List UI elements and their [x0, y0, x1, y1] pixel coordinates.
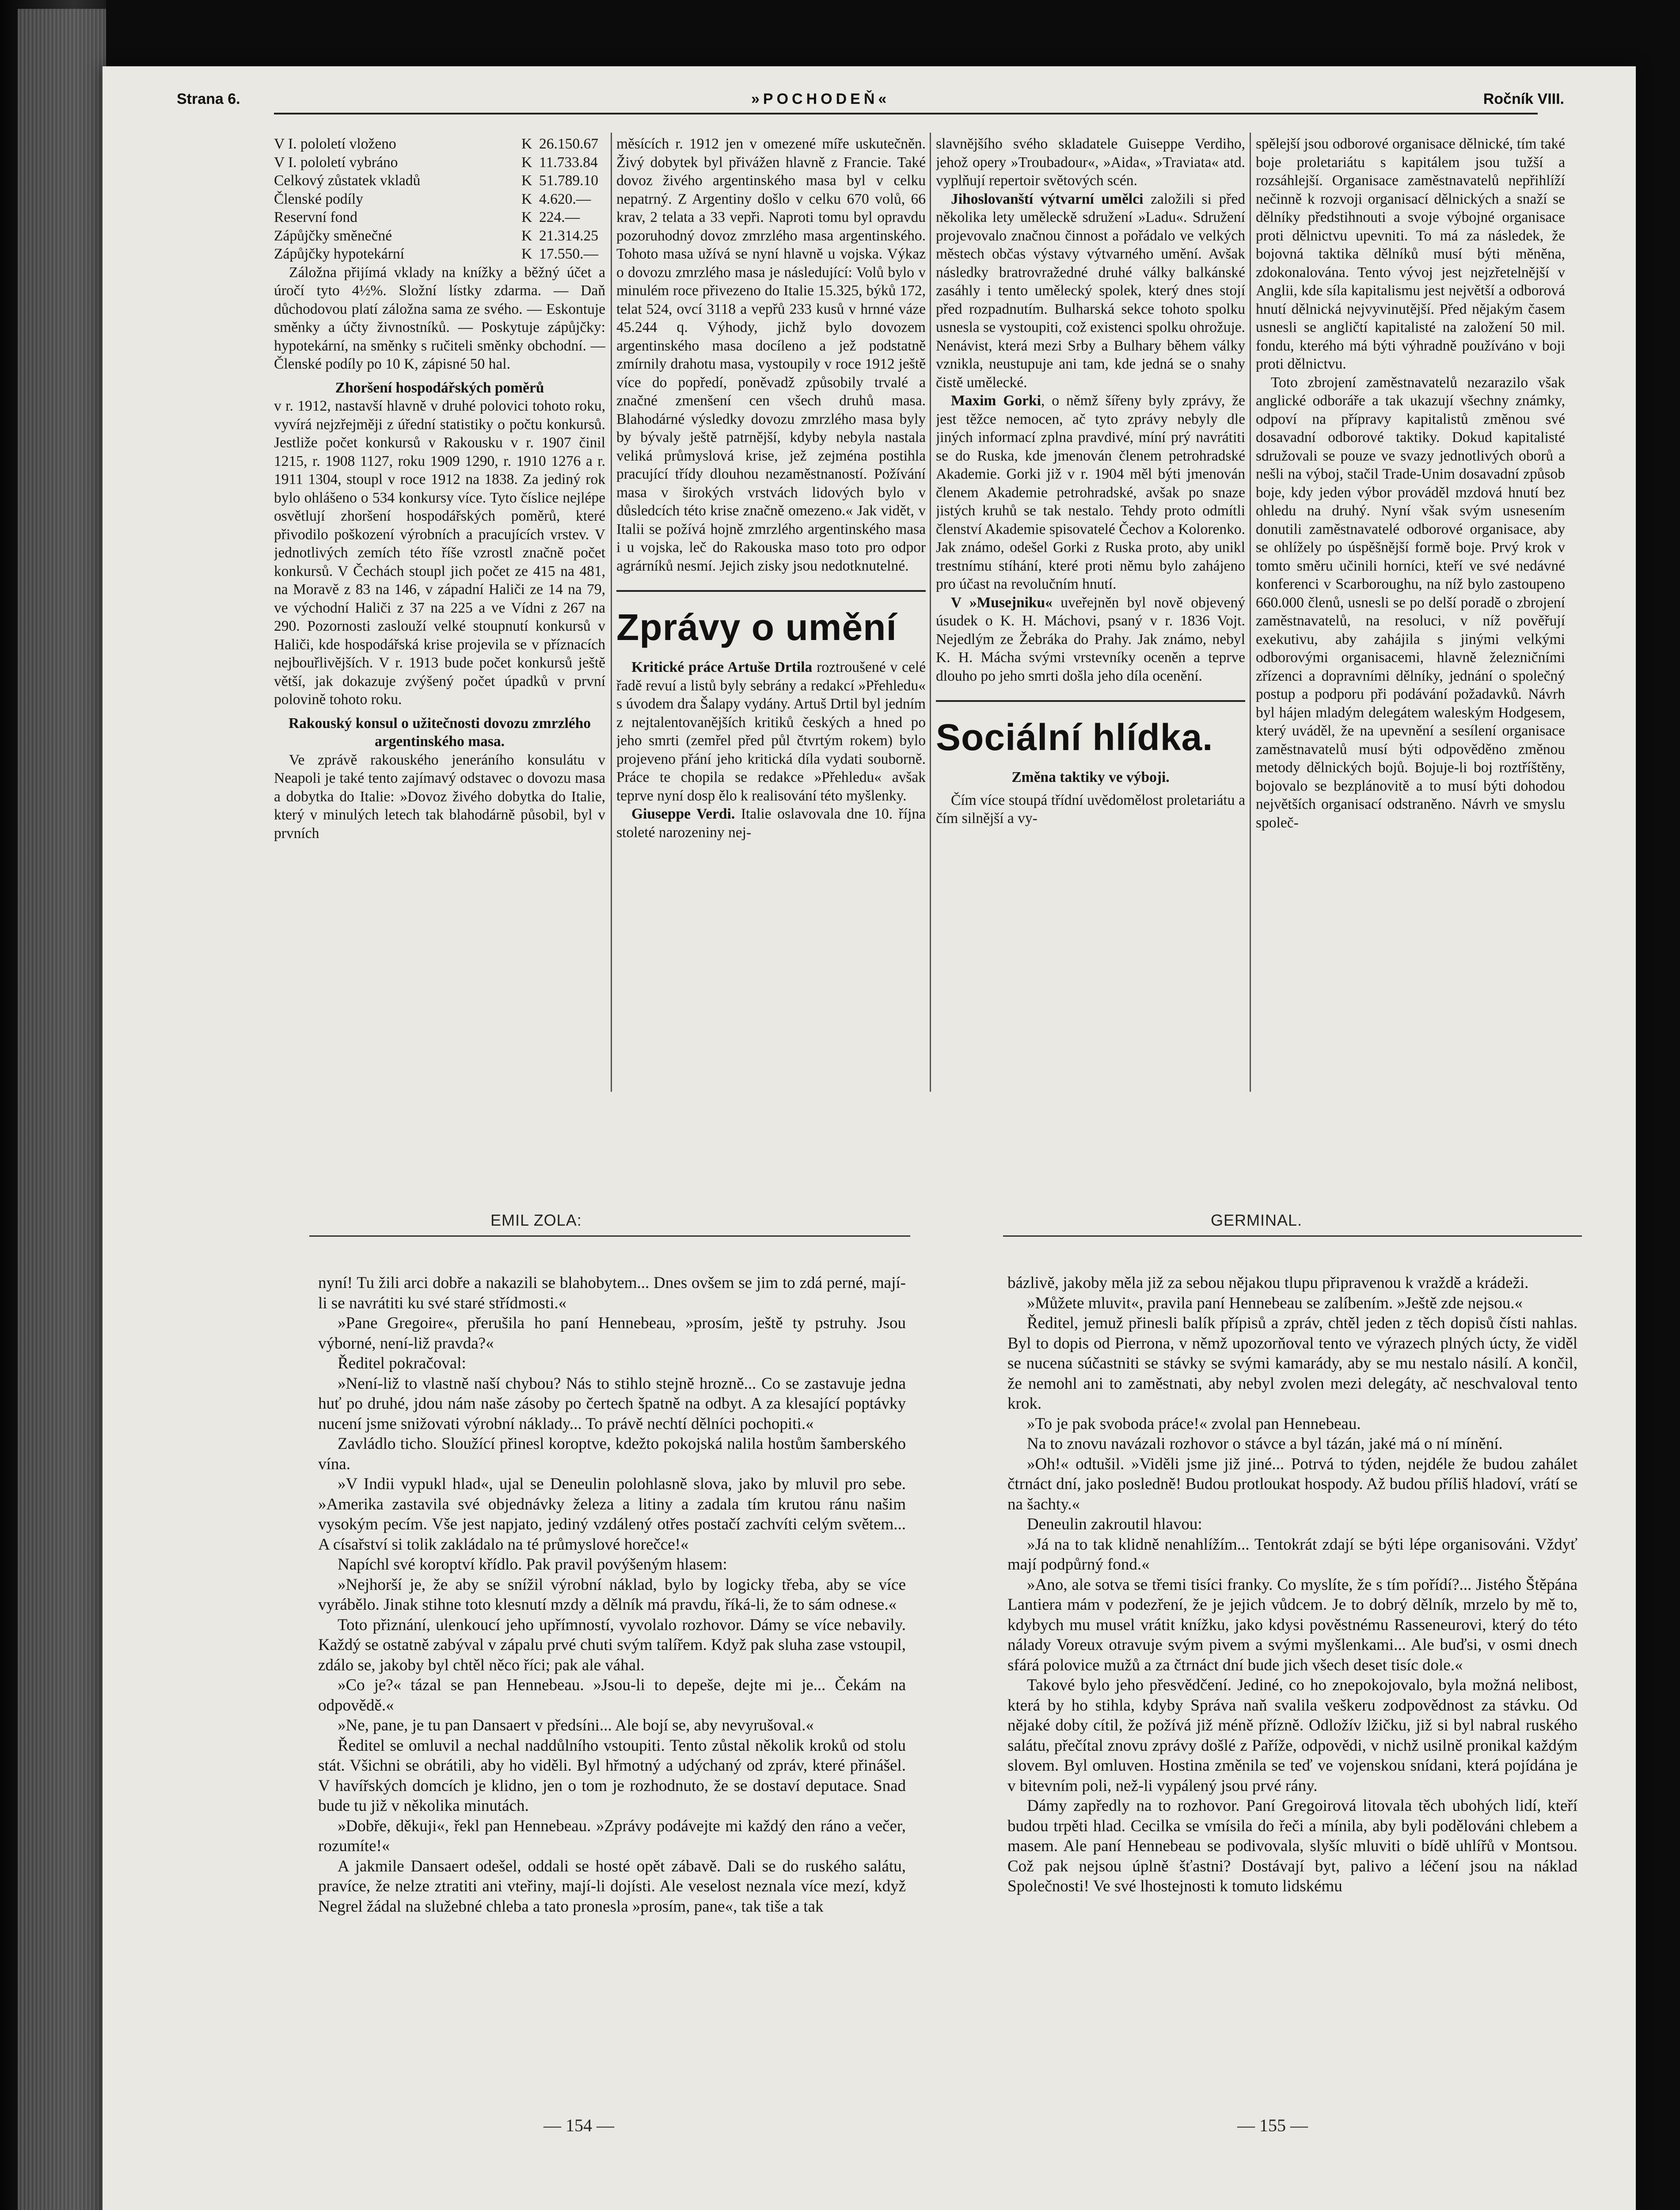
serial-paragraph: »Oh!« odtušil. »Viděli jsme již jiné... Potrvá to týden, nejdéle že budou zahálet čtrnáct dní, jako posledně! Budou protloukat hospody. Až budou příliš hladoví, vrátí se na šachty.«: [1007, 1455, 1577, 1513]
financial-k: K: [521, 172, 532, 189]
article-paragraph: [616, 658, 926, 805]
financial-value: 17.550.—: [539, 246, 598, 262]
serial-paragraph: Takové bylo jeho přesvědčení. Jediné, co ho znepokojovalo, byla možná nelibost, která by ho stihla, kdyby Správa naň svalila veškeru zodpovědnost za stávku. Od nějaké doby cítil, že požívá již méně přízně. Odložív lžičku, již si byl nabral ruského salátu, přečítal znovu zprávy došlé z Paříže, odpovědi, v nichž usilně pronikal každým slovem. Byl omluven. Hostina změnila se teď ve vojenskou snídani, která pojídána je v bitevním poli, než-li vypálený jsou prvé rány.: [1007, 1676, 1577, 1795]
financial-value: 51.789.10: [539, 172, 598, 189]
serial-paragraph: »Já na to tak klidně nenahlížím... Tentokrát zdají se býti lépe organisováni. Vždyť mají podpůrný fond.«: [1007, 1535, 1577, 1574]
lead-term: Jihoslovanští výtvarní umělci: [951, 191, 1144, 207]
financial-row: [274, 135, 605, 153]
serial-paragraph: »V Indii vypukl hlad«, ujal se Deneulin polohlasně slova, jako by mluvil pro sebe. »Amerika zastavila své objednávky železa a litiny a zadala tím krutou ránu našim vysokým pecím. Vše jest napjato, jediný vzdálený otřes postačí zachvíti celým světem... A císařství si tolik zakládalo na té průmyslové horečce!«: [318, 1475, 906, 1554]
article-paragraph: Ve zprávě rakouského jeneráního konsulátu v Neapoli je také tento zajímavý odstavec o dovozu masa a dobytka do Italie: »Dovoz živého dobytka do Italie, který v minulých letech tak blahodárně působil, byl v prvních: [274, 751, 605, 842]
article-paragraph: [616, 805, 926, 842]
section-rule: [936, 700, 1245, 702]
paragraph-text: roztroušené v celé řadě revuí a listů byly sebrány a redakcí »Přehledu« s úvodem dra Šalapy vydány. Artuš Drtil byl jedním z nejtalentovanějších kritiků českých a hned po jeho smrti (zemřel před půl čtvrtým rokem) bylo projeveno přání jeho kritická díla vydati souborně. Práce te chopila se redakce »Přehledu« avšak teprve nyní dosp ělo k realisování této myšlenky.: [616, 659, 926, 804]
financial-row: [274, 227, 605, 245]
financial-row: [274, 245, 605, 263]
serial-paragraph: »Ano, ale sotva se třemi tisíci franky. Co myslíte, že s tím pořídí?... Jistého Štěpána Lantiera mám v podezření, že je jejich vůdcem. Je to dobrý dělník, mrzelo by mě to, kdybych mu musel vrátit knížku, jako kdysi pověstnému Rasseneurovi, který do této nálady Voreux otravuje svým pivem a svými myšlenkami... Ale buďsi, v osmi dnech sfárá polovice mužů a za čtrnáct dní bude jich všech deset tisíc dole.«: [1007, 1575, 1577, 1674]
financial-row: [274, 171, 605, 190]
header-rule: [274, 113, 1538, 114]
financial-label: Zápůjčky směnečné: [274, 227, 392, 244]
financial-row: [274, 208, 605, 227]
serial-paragraph: Dámy zapředly na to rozhovor. Paní Gregoirová litovala těch ubohých lidí, kteří budou trpěti hlad. Cecilka se vmísila do řeči a mínila, aby byli podělováni chlebem a masem. Ale paní Hennebeau se podivovala, slyšíc mluviti o bídě uhlířů v Montsou. Což pak nejsou úplně šťastni? Dostávají byt, palivo a léčení jsou na náklad Společnosti! Ve své lhostejnosti k tomuto lidskému: [1007, 1797, 1577, 1895]
paragraph-text: , o němž šířeny byly zprávy, že jest těžce nemocen, ač tyto zprávy nebyly dle jiných informací zplna pravdivé, míní prý navrátiti se do Ruska, kde jmenován členem petrohradské Akademie. Gorki již v r. 1904 měl býti jmenován členem Akademie petrohradské, avšak po snaze jistých kruhů se tak nestalo. Tehdy proto odmítli členství Akademie spisovatelé Čechov a Kolorenko. Jak známo, odešel Gorki z Ruska proto, aby unikl trestnímu stíhání, které proti němu bylo zahájeno pro účast na revolučním hnutí.: [936, 392, 1245, 592]
serial-paragraph: »To je pak svoboda práce!« zvolal pan Hennebeau.: [1027, 1414, 1361, 1433]
article-paragraph: [936, 190, 1245, 392]
serial-paragraph: Ředitel pokračoval:: [338, 1354, 466, 1372]
article-paragraph: v r. 1912, nastavší hlavně v druhé polovici tohoto roku, vyvírá nejzřejměji z úřední statistiky o počtu konkursů. Jestliže počet konkursů v Rakousku v r. 1907 činil 1215, r. 1908 1127, roku 1909 1290, r. 1910 1276 a r. 1911 1304, stoupl v roce 1912 na 1838. Za jediný rok bylo ohlášeno o 534 konkursy více. Tyto číslice nejlépe osvětlují zhoršení hospodářských poměrů, které přivodilo poškození výrobních a pracujících vrstev. V jednotlivých zemích této říše vzrostl značně počet konkursů. V Čechách stoupl jich počet ze 415 na 481, na Moravě z 83 na 146, v západní Haliči ze 14 na 79, ve východní Haliči z 37 na 225 a ve Vídni z 267 na 290. Pozornosti zaslouží velké stoupnutí konkursů v Haliči, kde hospodářská krise projevila se v příznacích nejbouřlivějších. V r. 1913 bude počet konkursů ještě větší, jak dokazuje zvýšený počet úpadků v první polovině tohoto roku.: [274, 398, 605, 708]
paragraph-text: Italie oslavovala dne 10. října stoleté narozeniny nej-: [616, 806, 926, 841]
financial-label: V I. pololetí vloženo: [274, 136, 396, 152]
volume-label: Ročník VIII.: [1483, 91, 1564, 107]
column-divider: [1250, 133, 1251, 1092]
financial-k: K: [521, 136, 532, 152]
page-edges: [18, 9, 106, 2210]
page-number-label: Strana 6.: [177, 91, 240, 107]
article-paragraph: slavnějšího svého skladatele Guiseppe Verdiho, jehož opery »Troubadour«, »Aida«, »Traviata« atd. vyplňují repertoir světových scén.: [936, 136, 1245, 189]
serial-paragraph: Toto přiznání, ulenkoucí jeho upřímností, vyvolalo rozhovor. Dámy se více nebavily. Každý se ostatně zabýval v zápalu prvé chuti svým talířem. Když pak sluha zase vstoupil, zdálo se, jakoby byl chtěl něco říci; pak ale váhal.: [318, 1616, 906, 1674]
page-number-right: — 155 —: [1237, 2115, 1308, 2135]
financial-value: 11.733.84: [539, 154, 598, 171]
article-paragraph: [936, 594, 1245, 686]
financial-k: K: [521, 246, 532, 262]
column-4: [1256, 135, 1565, 1085]
paragraph-text: založili si před několika lety uměleckě sdružení »Ladu«. Sdružení projevovalo značnou činnost a pořádalo ve velkých městech občas výstavy výtvarného umění. Avšak následky bratrovražedné druhé války balkánské zasáhly i tento umělecký spolek, který dnes stojí před rozpadnutím. Bulharská sekce tohoto spolku usnesla se vystoupiti, což existenci spolku ohrožuje. Nenávist, která mezi Srby a Bulhary během války vznikla, neustupuje ani tam, kde jedná se o snahy čistě umělecké.: [936, 191, 1245, 391]
column-2: [616, 135, 926, 1085]
serial-paragraph: Ředitel, jemuž přinesli balík přípisů a zpráv, chtěl jeden z těch dopisů čísti nahlas. Byl to dopis od Pierrona, v němž upozorňoval tento ve výrazech plných úcty, že viděl se nucena súčastniti se stávky se svými kamarády, aby se mu nestalo násilí. A končil, že nemohl ani to zaměstnati, aby nebyl zvolen mezi delegáty, ač neschvaloval tento krok.: [1007, 1314, 1577, 1413]
serial-author: EMIL ZOLA:: [490, 1211, 582, 1229]
serial-paragraph: »Dobře, děkuji«, řekl pan Hennebeau. »Zprávy podávejte mi každý den ráno a večer, rozumíte!«: [318, 1817, 906, 1855]
section-rule: [616, 590, 926, 592]
page-number-left: — 154 —: [544, 2115, 614, 2135]
article-paragraph: měsících r. 1912 jen v omezené míře uskutečněn. Živý dobytek byl přivážen hlavně z Francie. Také dovoz živého argentinského masa byl v celku nepatrný. Z Argentiny došlo v celku 670 volů, 66 krav, 2 telata a 33 vepři. Naproti tomu byl opravdu pozoruhodný dovoz zmrzlého masa argentinského. Tohoto masa užívá se nyní hlavně u vojska. Výkaz o dovozu zmrzlého masa je následující: Volů bylo v minulém roce přivezeno do Italie 15.325, býků 172, telat 524, ovcí 3118 a vepřů 233 kusů v hrnné váze 45.244 q. Výhody, jichž bylo dovozem argentinského masa docíleno a jež podstatně zmírnily drahotu masa, vystoupily v roce 1912 ještě více do popředí, poněvadž způsobily trvalé a značné zmenšení cen všech druhů masa. Blahodárné výsledky dovozu zmrzlého masa byly by bývaly ještě patrnější, kdyby nebyla nastala veliká průmyslová krise, jež zejména postihla pracující třídy dlouhou nezaměstnaností. Požívání masa v širokých vrstvách lidových bylo v důsledcích této krise značně omezeno.« Jak vidět, v Italii se požívá hojně zmrzlého argentinského masa i u vojska, leč do Rakouska maso toto pro odpor agrárníků nesmí. Jejich zisky jsou nedotknutelné.: [616, 136, 926, 574]
financial-label: Zápůjčky hypotekární: [274, 246, 404, 262]
financial-label: Celkový zůstatek vkladů: [274, 172, 421, 189]
section-headline: Sociální hlídka.: [936, 716, 1213, 758]
serial-paragraph: »Co je?« tázal se pan Hennebeau. »Jsou-li to depeše, dejte mi je... Čekám na odpovědě.«: [318, 1676, 906, 1715]
article-paragraph: spělejší jsou odborové organisace dělnické, tím také boje proletariátu s kapitálem jsou tužší a rozsáhlejší. Organisace zaměstnavatelů nepřihlíží nečinně k rozvoji organisací dělnických a snaží se dělníky předstihnouti a svoje výbojné organisace proti dělnictvu upevniti. To má za následek, že bojovná taktika dělníků musí býti měněna, zdokonalována. Tento vývoj jest nejzřetelnější v Anglii, kde síla kapitalismu jest největší a odborová hnutí dělnická nejvyvinutější. Před nějakým časem usnesli se angličtí kapitalisté na založení 50 mil. fondu, kterého má býti výhradně používáno v boji proti dělnictvu.: [1256, 136, 1565, 372]
serial-paragraph: Zavládlo ticho. Sloužící přinesl koroptve, kdežto pokojská nalila hostům šamberského vína.: [318, 1435, 906, 1473]
serial-paragraph: »Můžete mluvit«, pravila paní Hennebeau se zalíbením. »Ještě zde nejsou.«: [1027, 1294, 1523, 1312]
financial-k: K: [521, 209, 532, 225]
section-headline: Zprávy o umění: [616, 606, 897, 648]
lead-term: Kritické práce Artuše Drtila: [631, 659, 813, 675]
financial-row: [274, 153, 605, 172]
serial-paragraph: Na to znovu navázali rozhovor o stávce a byl tázán, jaké má o ní mínění.: [1027, 1435, 1503, 1453]
financial-value: 21.314.25: [539, 227, 598, 244]
section-subhead: Změna taktiky ve výboji.: [1011, 769, 1170, 785]
serial-paragraph: Napíchl své koroptví křídlo. Pak pravil povýšeným hlasem:: [338, 1555, 727, 1574]
savings-bank-paragraph: Záložna přijímá vklady na knížky a běžný účet a úročí tyto 4½%. Složní lístky zdarma. — Daň důchodovou platí záložna sama ze svého. — Eskontuje směnky a účty živnostníků. — Poskytuje zápůjčky: hypotekární, na směnky s ručiteli směnky obchodní. — Členské podíly po 10 K, zápisné 50 hal.: [274, 264, 605, 372]
serial-paragraph: Deneulin zakroutil hlavou:: [1027, 1515, 1202, 1533]
financial-label: V I. pololetí vybráno: [274, 154, 398, 171]
financial-label: Reservní fond: [274, 209, 357, 225]
serial-paragraph: »Není-liž to vlastně naší chybou? Nás to stihlo stejně hrozně... Co se zastavuje jedna huť po druhé, jdou nám naše zásoby po čertech špatně na odbyt. A za klesající poptávky nucení jsme snižovati výrobní náklady... To právě nechtí dělníci pochopiti.«: [318, 1374, 906, 1433]
financial-value: 224.—: [539, 209, 580, 225]
serial-paragraph: »Ne, pane, je tu pan Dansaert v předsíni... Ale bojí se, aby nevyrušoval.«: [338, 1716, 814, 1734]
column-1: [274, 135, 605, 1085]
serial-rule-right: [1003, 1235, 1582, 1237]
article-heading: Zhoršení hospodářských poměrů: [335, 379, 544, 396]
serial-paragraph: »Pane Gregoire«, přerušila ho paní Hennebeau, »prosím, ještě ty pstruhy. Jsou výborné, není-liž pravda?«: [318, 1314, 906, 1353]
serial-paragraph: Ředitel se omluvil a nechal naddůlního vstoupiti. Tento zůstal několik kroků od stolu stát. Všichni se obrátili, aby ho viděli. Byl hřmotný a udýchaný od zpráv, které přinášel. V havířských domcích je klidno, jen o tom je rozhodnuto, že se dostaví deputace. Snad bude tu již v několika minutách.: [318, 1736, 906, 1815]
serial-column-right: [1007, 1273, 1577, 2126]
lead-term: V »Museјniku«: [951, 594, 1053, 611]
financial-value: 26.150.67: [539, 136, 598, 152]
paragraph-text: uveřejněn byl nově objevený úsudek o K. H. Máchovi, psaný v r. 1836 Vojt. Nejedlým ze Žebráka do Prahy. Jak známo, nebyl K. H. Mácha svými vrstevníky oceněn a teprve dlouho po jeho smrti došla jeho díla ocenění.: [936, 594, 1245, 684]
financial-k: K: [521, 154, 532, 171]
lead-term: Giuseppe Verdi.: [631, 806, 735, 822]
financial-label: Členské podíly: [274, 191, 363, 207]
article-paragraph: [936, 392, 1245, 594]
article-paragraph: Toto zbrojení zaměstnavatelů nezarazilo však anglické odboráře a tak ukazují všechny známky, odpoví na přípravy kapitalistů změnou své dosavadní odborové taktiky. Dokud kapitalisté sdružovali se pouze ve svazy jednotlivých oborů a nešli na výboj, stačil Trade-Unim dosavadní způsob boje, kdy jeden výbor prováděl mzdová hnutí bez ohledu na druhý. Nyní však svým usnesením donutili zaměstnavatelé odborové organisace, aby se ohlížely po úspěšnější formě boje. Prvý krok v tomto směru učinili horníci, kteří ve své nedávné konferenci v Scarboroughu, na níž bylo zastoupeno 660.000 členů, usnesli se po delší poradě o zbrojení zaměstnavatelů, na resoluci, v níž pověřují exekutivu, aby zahájila s jinými velkými odborovými organisacemi, hlavně železničními zřízenci a dopravními dělníky, jednání o společný postup a podporu při podávání požadavků. Návrh byl hájen mladým delegátem waleským Hodgesem, který uváděl, že na upevnění a sesílení organisace zaměstnavatelů musí býti odpověděno změnou metody dělnických bojů. Bojuje-li boj roztříštěny, bojovalo se bezplánovitě a to musí býti dohodou největších organisací odstraněno. Návrh ve smyslu společ-: [1256, 374, 1565, 831]
financial-row: [274, 190, 605, 209]
serial-paragraph: nyní! Tu žili arci dobře a nakazili se blahobytem... Dnes ovšem se jim to zdá perné, mají-li se navrátiti ku své staré střídmosti.«: [318, 1274, 906, 1312]
serial-column-left: [318, 1273, 906, 2126]
serial-title: GERMINAL.: [1211, 1211, 1303, 1229]
serial-paragraph: A jakmile Dansaert odešel, oddali se hosté opět zábavě. Dali se do ruského salátu, pravíce, že nelze ztratiti ani vteřiny, mají-li dojísti. Ale veselost neznala více mezí, když Negrel žádal na služebné chleba a tato pronesla »prosím, pane«, tak tiše a tak: [318, 1857, 906, 1916]
financial-k: K: [521, 227, 532, 244]
column-3: [936, 135, 1245, 1085]
newspaper-title: »POCHODEŇ«: [751, 91, 890, 107]
financial-value: 4.620.—: [539, 191, 591, 207]
serial-rule-left: [309, 1235, 910, 1237]
article-heading: Rakouský konsul o užitečnosti dovozu zmrzlého argentinského masa.: [288, 715, 591, 750]
financial-k: K: [521, 191, 532, 207]
financial-table: [274, 135, 605, 263]
serial-paragraph: »Nejhorší je, že aby se snížil výrobní náklad, bylo by logicky třeba, aby se více vyrábělo. Jinak stihne toto klesnutí mzdy a dělník má pravdu, říká-li, že to sám odnese.«: [318, 1575, 906, 1614]
serial-paragraph: bázlivě, jakoby měla již za sebou nějakou tlupu připravenou k vraždě a krádeži.: [1007, 1274, 1529, 1292]
lead-term: Maxim Gorki: [951, 392, 1041, 409]
column-divider: [930, 133, 931, 1092]
article-paragraph: Čím více stoupá třídní uvědomělost proletariátu a čím silnější a vy-: [936, 792, 1245, 827]
column-divider: [611, 133, 612, 1092]
